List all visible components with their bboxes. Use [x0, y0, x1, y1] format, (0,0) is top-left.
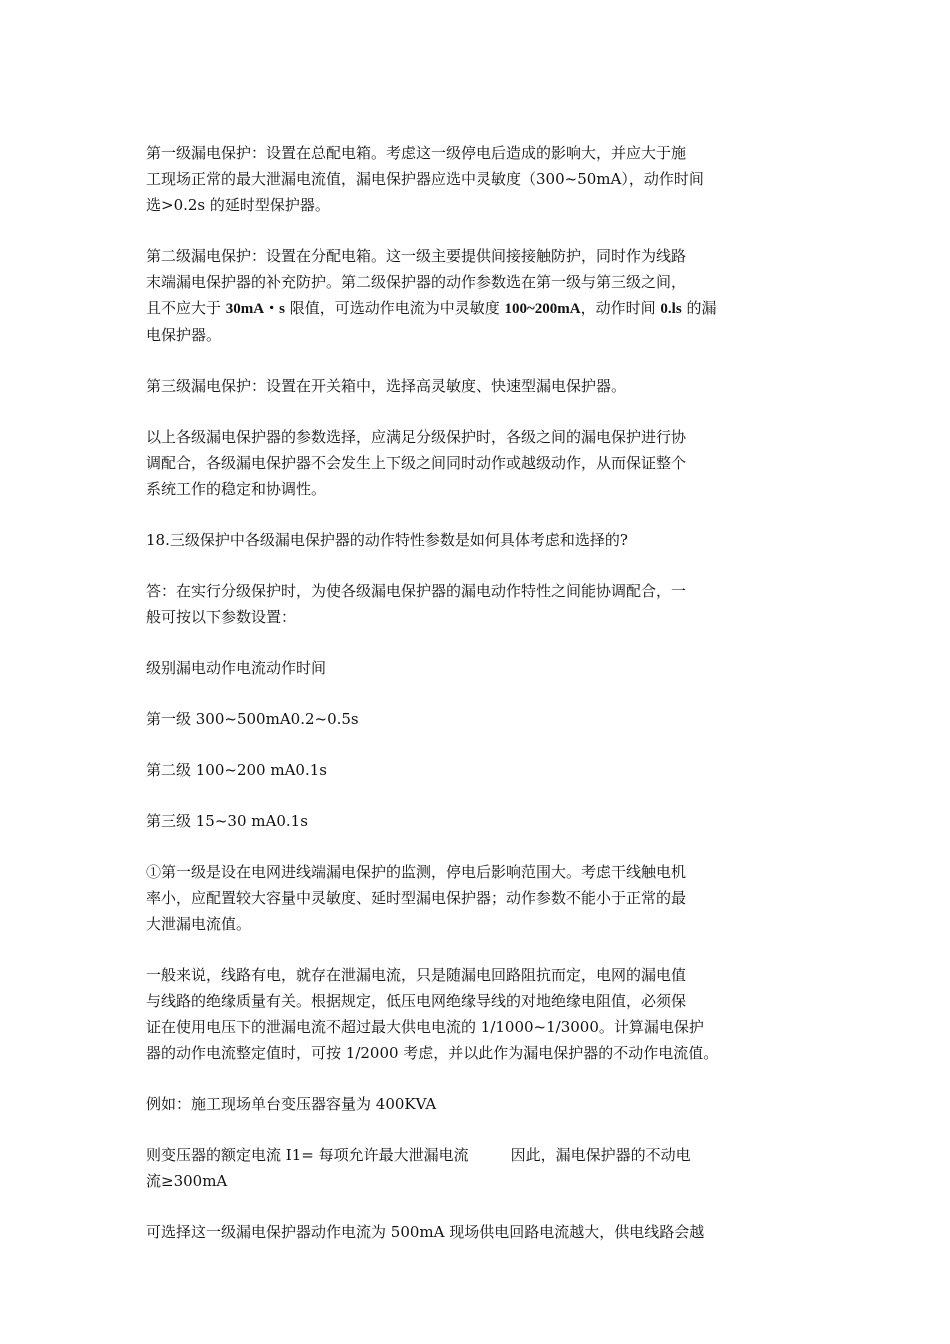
text-line: 可选择这一级漏电保护器动作电流为 500mA 现场供电回路电流越大，供电线路会越 — [146, 1223, 705, 1241]
paragraph-coordination — [146, 424, 786, 502]
text-line: 般可按以下参数设置： — [146, 608, 297, 626]
paragraph-level2-protection — [146, 243, 786, 348]
text-line: 与线路的绝缘质量有关。根据规定，低压电网绝缘导线的对地绝缘电阻值，必须保 — [146, 992, 687, 1010]
text-line-mixed — [146, 295, 786, 322]
text-run: 限值，可选动作电流为中灵敏度 — [284, 299, 505, 317]
text-line: 第二级 100~200 mA0.1s — [146, 761, 327, 779]
text-run: 则变压器的额定电流 I1= 每项允许最大泄漏电流 — [146, 1146, 469, 1164]
text-line: 一般来说，线路有电，就存在泄漏电流，只是随漏电回路阻抗而定，电网的漏电值 — [146, 966, 687, 984]
text-line: 第一级 300~500mA0.2~0.5s — [146, 710, 359, 728]
text-line: 以上各级漏电保护器的参数选择，应满足分级保护时，各级之间的漏电保护进行协 — [146, 428, 687, 446]
bold-run: 100~200mA — [504, 301, 581, 317]
text-line: 18.三级保护中各级漏电保护器的动作特性参数是如何具体考虑和选择的? — [146, 531, 628, 549]
text-line: 第二级漏电保护：设置在分配电箱。这一级主要提供间接接触防护，同时作为线路 — [146, 247, 687, 265]
text-line: 调配合，各级漏电保护器不会发生上下级之间同时动作或越级动作，从而保证整个 — [146, 454, 687, 472]
text-run: 且不应大于 — [146, 299, 226, 317]
text-line: 系统工作的稳定和协调性。 — [146, 480, 327, 498]
parameter-level3 — [146, 808, 786, 834]
text-run: 因此，漏电保护器的不动电 — [510, 1146, 691, 1164]
text-line: 电保护器。 — [146, 326, 222, 344]
text-line: 答：在实行分级保护时，为使各级漏电保护器的漏电动作特性之间能协调配合，一 — [146, 582, 687, 600]
text-line-with-gap — [146, 1142, 786, 1168]
text-line: 大泄漏电流值。 — [146, 915, 252, 933]
parameter-level2 — [146, 757, 786, 783]
text-line: 第三级 15~30 mA0.1s — [146, 812, 308, 830]
text-line: 选>0.2s 的延时型保护器。 — [146, 196, 330, 214]
answer-intro — [146, 578, 786, 630]
text-line: 证在使用电压下的泄漏电流不超过最大供电电流的 1/1000~1/3000。计算漏电保护 — [146, 1018, 704, 1036]
paragraph-selection — [146, 1219, 786, 1245]
text-line: 第一级漏电保护：设置在总配电箱。考虑这一级停电后造成的影响大，并应大于施 — [146, 144, 687, 162]
bold-run: 30mA・s — [225, 301, 285, 317]
text-run: 的漏 — [681, 299, 717, 317]
bold-run: 0.ls — [660, 301, 682, 317]
paragraph-example — [146, 1091, 786, 1117]
paragraph-level3-protection — [146, 373, 786, 399]
text-line: 级别漏电动作电流动作时间 — [146, 659, 327, 677]
text-line: 工现场正常的最大泄漏电流值，漏电保护器应选中灵敏度（300~50mA），动作时间 — [146, 170, 704, 188]
text-run: ，动作时间 — [580, 299, 661, 317]
document-body — [146, 140, 786, 1270]
paragraph-leakage-current — [146, 962, 786, 1066]
text-line: 率小，应配置较大容量中灵敏度、延时型漏电保护器；动作参数不能小于正常的最 — [146, 889, 687, 907]
question-18 — [146, 527, 786, 553]
parameter-level1 — [146, 706, 786, 732]
text-line: 第三级漏电保护：设置在开关箱中，选择高灵敏度、快速型漏电保护器。 — [146, 377, 627, 395]
text-line: 流≥300mA — [146, 1172, 228, 1190]
text-line: 末端漏电保护器的补充防护。第二级保护器的动作参数选在第一级与第三级之间， — [146, 273, 687, 291]
text-line: 例如：施工现场单台变压器容量为 400KVA — [146, 1095, 437, 1113]
paragraph-rated-current — [146, 1142, 786, 1194]
text-line: ①第一级是设在电网进线端漏电保护的监测，停电后影响范围大。考虑干线触电机 — [146, 863, 687, 881]
paragraph-level1-protection — [146, 140, 786, 218]
text-line: 器的动作电流整定值时，可按 1/2000 考虑，并以此作为漏电保护器的不动作电流值。 — [146, 1044, 719, 1062]
paragraph-first-level-detail — [146, 859, 786, 937]
parameter-header — [146, 655, 786, 681]
